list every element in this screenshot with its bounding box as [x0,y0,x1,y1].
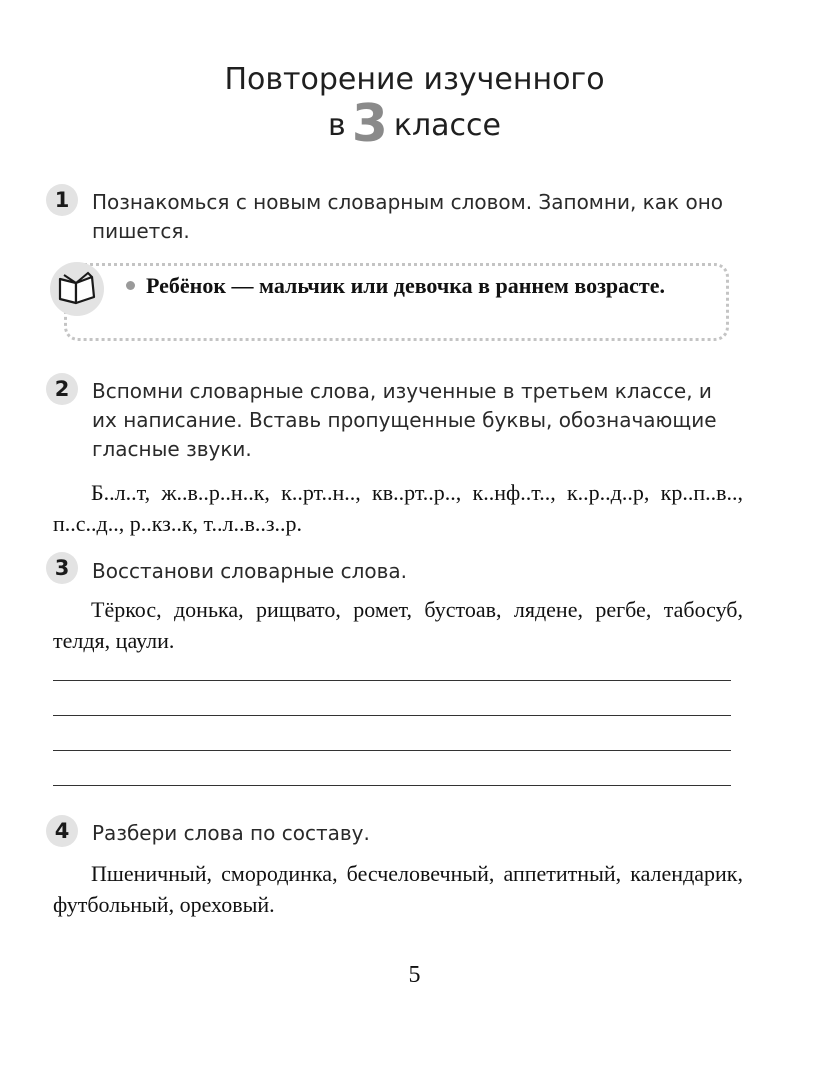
bullet-icon [126,281,135,290]
task-2-words: Б..л..т, ж..в..р..н..к, к..рт..н.., кв..рт..р.., к..нф..т.., к..р..д..р, кр..п..в.., п..с..д.., р..кз..к, т..л..в..з..р. [53,480,743,536]
task-2-number: 2 [46,373,78,405]
page-number: 5 [408,962,421,988]
task-3-number: 3 [46,552,78,584]
task-1-number: 1 [46,184,78,216]
task-3-content [53,594,743,656]
task-4-content [53,858,743,920]
answer-line[interactable] [53,680,731,681]
task-4-number: 4 [46,815,78,847]
title-prefix: в [328,108,346,143]
task-3-instruction: Восстанови словарные слова. [92,559,408,583]
title-line-1: Повторение изученного [224,62,605,97]
answer-line[interactable] [53,785,731,786]
task-1-instruction: Познакомься с новым словарным словом. Запомни, как оно пишется. [92,190,724,243]
task-3-words: Тёркос, донька, рищвато, ромет, бустоав, лядене, регбе, табосуб, телдя, цаули. [53,597,743,653]
task-4-words: Пшеничный, смородинка, бесчеловечный, аппетитный, календарик, футбольный, ореховый. [53,861,743,917]
page-title [0,58,829,154]
vocab-definition: Ребёнок — мальчик или девочка в раннем возрасте. [146,273,665,298]
answer-line[interactable] [53,715,731,716]
title-line-2 [0,94,829,154]
task-2-content [53,477,743,539]
answer-line[interactable] [53,750,731,751]
task-2-instruction: Вспомни словарные слова, изученные в третьем классе, и их написание. Вставь пропущенные буквы, обозначающие гласные звуки. [92,379,717,461]
title-suffix: классе [393,108,501,143]
open-book-icon [50,262,104,316]
task-4-instruction: Разбери слова по составу. [92,821,370,845]
grade-number: 3 [351,94,388,154]
